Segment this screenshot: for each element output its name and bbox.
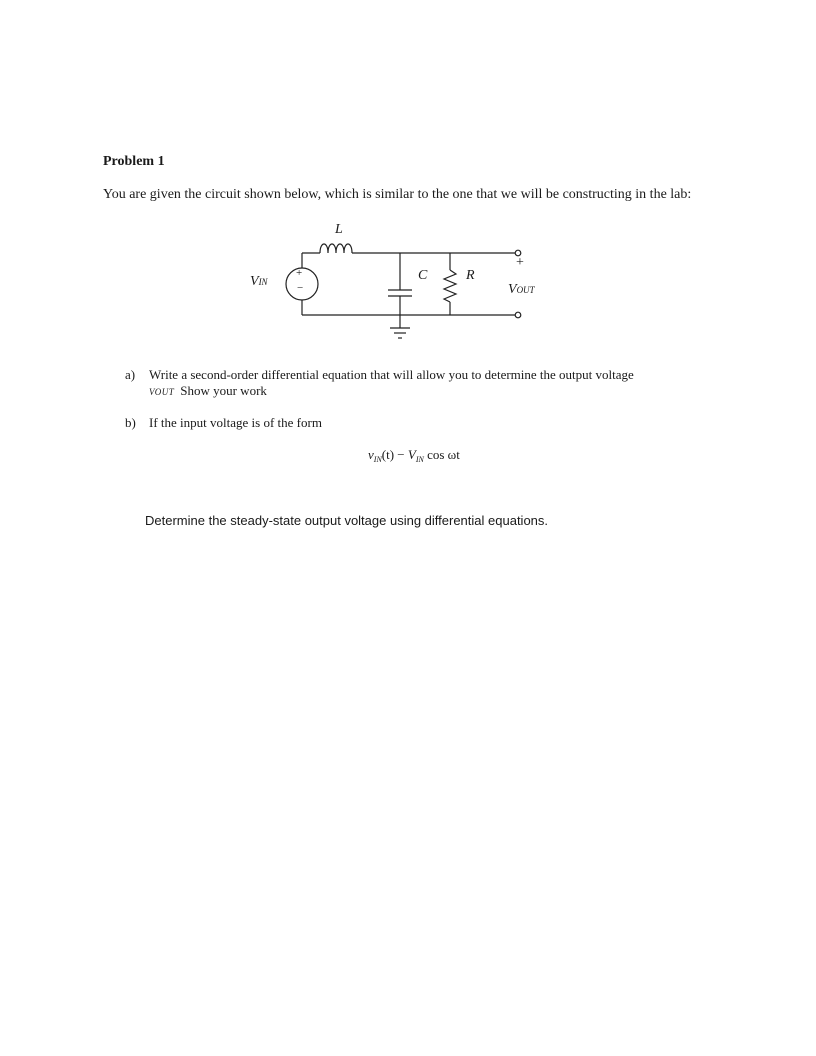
part-a-text: Write a second-order differential equation that will allow you to determine the output voltage — [149, 367, 634, 382]
inductor-label: L — [335, 222, 343, 237]
output-label: VOUT — [508, 282, 535, 297]
source-label: VIN — [250, 274, 268, 289]
part-b-letter: b) — [125, 415, 136, 430]
output-plus-sign: + — [516, 255, 524, 270]
input-voltage-equation: $v_{IN}(t) - V_{IN}$ cos ωt — [368, 447, 460, 464]
problem-intro: You are given the circuit shown below, which is similar to the one that we will be constructing in the lab: — [103, 187, 692, 202]
part-b-text: If the input voltage is of the form — [149, 415, 322, 430]
resistor-zigzag — [444, 270, 456, 302]
problem-title: Problem 1 — [103, 154, 165, 169]
source-minus-sign: − — [297, 282, 304, 294]
capacitor-label: C — [418, 268, 428, 283]
resistor-label: R — [466, 268, 475, 283]
terminal-bottom — [515, 312, 521, 318]
inductor-coil — [320, 244, 352, 253]
part-a-letter: a) — [125, 367, 136, 382]
circuit-diagram — [240, 218, 560, 353]
part-a-line2 — [149, 383, 267, 399]
source-plus-sign: + — [296, 267, 303, 279]
part-a-text2: Show your work — [180, 383, 267, 398]
vout-inline: VOUT — [149, 387, 175, 397]
closing-instruction: Determine the steady-state output voltage using differential equations. — [145, 513, 549, 528]
